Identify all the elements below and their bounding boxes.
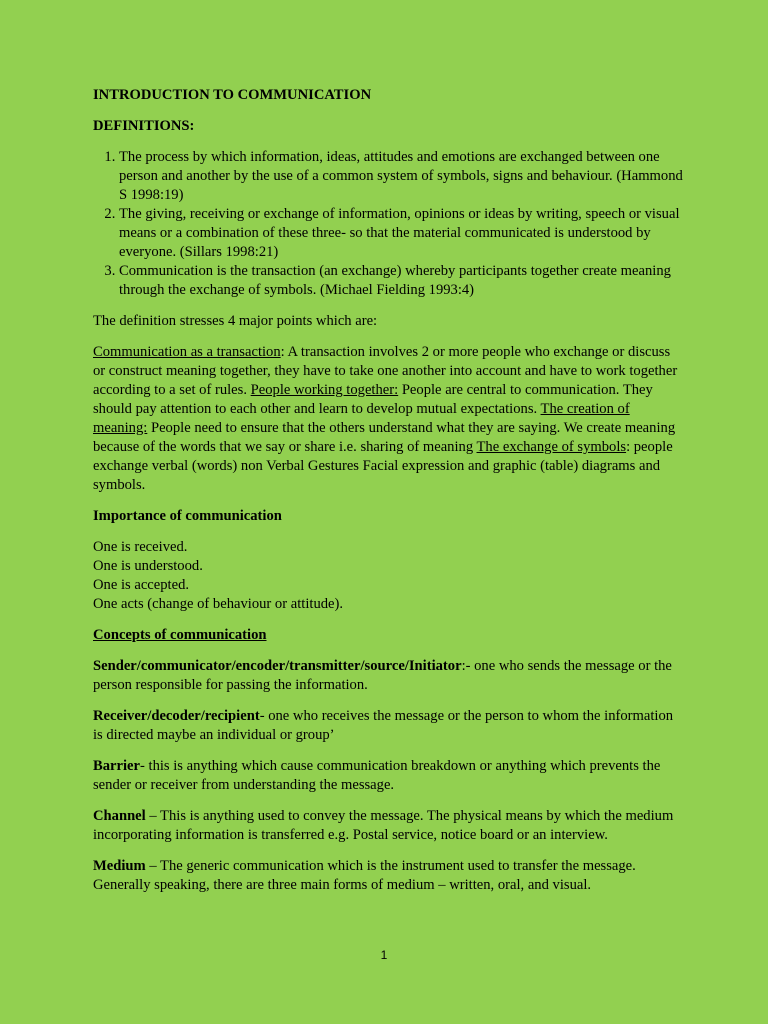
importance-list — [93, 538, 683, 614]
concept-sender — [93, 657, 683, 695]
definitions-list — [93, 148, 683, 300]
definitions-heading: DEFINITIONS: — [93, 118, 195, 134]
major-points-paragraph — [93, 343, 683, 495]
point-term-exchange-of-symbols: The exchange of symbols — [476, 439, 627, 455]
importance-line: One is accepted. — [93, 577, 190, 593]
point-text-transaction: : A transaction involves 2 or more people who exchange or discuss or construct meaning together, they have to take one another into account and have to work together according to a set of rules. — [93, 344, 678, 398]
concept-text: - one who receives the message or the person to whom the information is directed maybe an individual or group’ — [93, 708, 674, 743]
concept-term: Sender/communicator/encoder/transmitter/source/Initiator — [93, 658, 462, 674]
point-term-working-together: People working together: — [250, 382, 399, 398]
point-text-exchange-of-symbols: : people exchange verbal (words) non Verbal Gestures Facial expression and graphic (table) diagrams and symbols. — [93, 439, 673, 493]
point-term-creation-of-meaning: The creation of meaning: — [93, 401, 630, 436]
concept-medium — [93, 857, 683, 895]
importance-line: One acts (change of behaviour or attitude). — [93, 596, 344, 612]
concept-text: :- one who sends the message or the person responsible for passing the information. — [93, 658, 672, 693]
concepts-heading: Concepts of communication — [93, 627, 267, 643]
stress-intro: The definition stresses 4 major points which are: — [93, 313, 378, 329]
importance-line: One is understood. — [93, 558, 203, 574]
concept-term: Channel — [93, 808, 146, 824]
document-title: INTRODUCTION TO COMMUNICATION — [93, 87, 372, 103]
concept-receiver — [93, 707, 683, 745]
point-text-working-together: People are central to communication. They should pay attention to each other and learn to develop mutual expectations. — [93, 382, 653, 417]
concept-term: Medium — [93, 858, 146, 874]
definition-item: 2. The giving, receiving or exchange of information, opinions or ideas by writing, speech or visual means or a combination of these three- so that the material communicated is understood by everyone. (Sillars 1998:21) — [119, 205, 683, 262]
concept-barrier — [93, 757, 683, 795]
document-body — [93, 86, 683, 907]
importance-line: One is received. — [93, 539, 188, 555]
point-text-creation-of-meaning: People need to ensure that the others understand what they are saying. We create meaning because of the words that we say or share i.e. sharing of meaning — [93, 420, 676, 455]
importance-heading: Importance of communication — [93, 508, 282, 524]
concept-term: Receiver/decoder/recipient — [93, 708, 260, 724]
concept-term: Barrier — [93, 758, 140, 774]
page-number: 1 — [380, 948, 388, 962]
definition-item: 1. The process by which information, ideas, attitudes and emotions are exchanged between one person and another by the use of a common system of symbols, signs and behaviour. (Hammond S 1998:19) — [119, 148, 683, 205]
concept-channel — [93, 807, 683, 845]
concept-text: - this is anything which cause communication breakdown or anything which prevents the sender or receiver from understanding the message. — [93, 758, 661, 793]
point-term-transaction: Communication as a transaction — [93, 344, 281, 360]
concept-text: – The generic communication which is the instrument used to transfer the message. Generally speaking, there are three main forms of medium – written, oral, and visual. — [93, 858, 636, 893]
concept-text: – This is anything used to convey the message. The physical means by which the medium incorporating information is transferred e.g. Postal service, notice board or an interview. — [93, 808, 674, 843]
definition-item: 3. Communication is the transaction (an exchange) whereby participants together create meaning through the exchange of symbols. (Michael Fielding 1993:4) — [119, 262, 683, 300]
